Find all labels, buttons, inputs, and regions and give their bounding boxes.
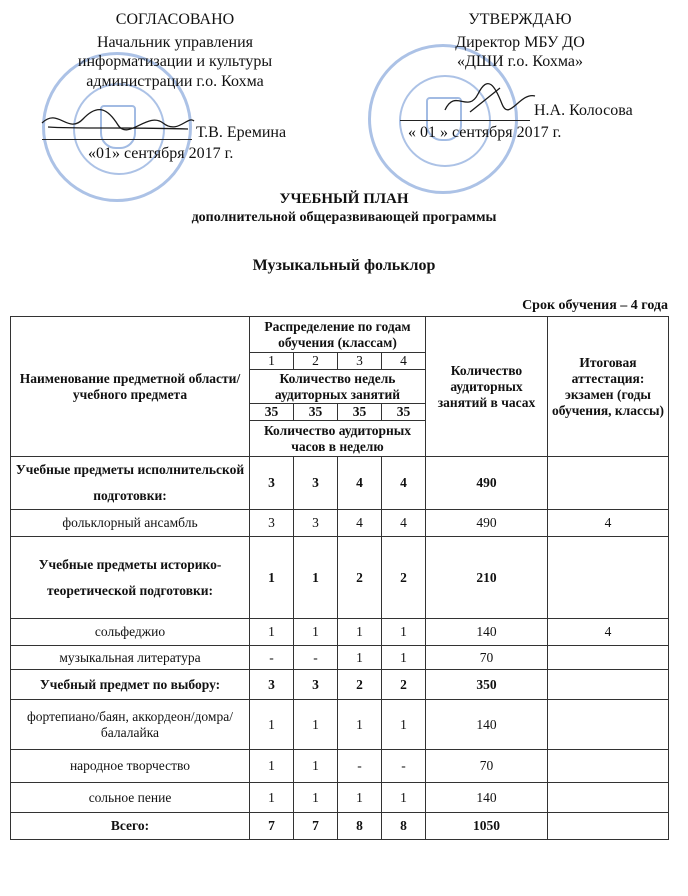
year-value-cell: 1: [294, 783, 338, 813]
year-value-cell: -: [382, 750, 426, 783]
subject-cell: народное творчество: [11, 750, 250, 783]
approval-left-line3: администрации г.о. Кохма: [86, 73, 264, 90]
header-weeks: 35: [382, 404, 426, 421]
table-row: [11, 537, 669, 619]
signature-left: [38, 105, 198, 135]
year-value-cell: 3: [294, 670, 338, 700]
header-year: 1: [250, 353, 294, 370]
header-year: 4: [382, 353, 426, 370]
attestation-cell: [548, 670, 669, 700]
header-year: 3: [338, 353, 382, 370]
subject-cell: музыкальная литература: [11, 646, 250, 670]
year-value-cell: 1: [338, 619, 382, 646]
table-row: [11, 750, 669, 783]
year-value-cell: 1: [338, 700, 382, 750]
table-row: [11, 457, 669, 510]
total-hours-cell: 140: [426, 700, 548, 750]
approval-left-line2: информатизации и культуры: [77, 53, 273, 70]
year-value-cell: 3: [294, 510, 338, 537]
document-title: УЧЕБНЫЙ ПЛАН: [279, 191, 409, 207]
year-value-cell: 2: [338, 537, 382, 619]
year-value-cell: 4: [382, 457, 426, 510]
approval-left-line1: Начальник управления: [96, 34, 254, 51]
year-value-cell: 1: [250, 619, 294, 646]
header-weeks: 35: [250, 404, 294, 421]
subject-cell: Учебные предметы исполнительской подготовки:: [11, 457, 250, 510]
header-attestation: Итоговая аттестация: экзамен (годы обучения, классы): [548, 317, 669, 457]
year-value-cell: 1: [250, 537, 294, 619]
signature-right: [440, 82, 540, 118]
year-value-cell: 1: [250, 783, 294, 813]
attestation-cell: 4: [548, 510, 669, 537]
year-value-cell: 8: [382, 813, 426, 840]
subject-cell: сольфеджио: [11, 619, 250, 646]
year-value-cell: 3: [250, 457, 294, 510]
approval-right-line1: Директор МБУ ДО: [455, 34, 585, 51]
total-hours-cell: 350: [426, 670, 548, 700]
program-name: Музыкальный фольклор: [252, 257, 436, 274]
attestation-cell: [548, 750, 669, 783]
total-hours-cell: 70: [426, 646, 548, 670]
signature-line-left: [42, 139, 192, 140]
approval-right-date: « 01 » сентября 2017 г.: [408, 124, 562, 141]
year-value-cell: 1: [382, 700, 426, 750]
approval-left-date: «01» сентября 2017 г.: [88, 145, 234, 162]
total-hours-cell: 490: [426, 510, 548, 537]
table-row: [11, 619, 669, 646]
header-total-hours: Количество аудиторных занятий в часах: [426, 317, 548, 457]
attestation-cell: 4: [548, 619, 669, 646]
table-row: [11, 700, 669, 750]
year-value-cell: 1: [294, 700, 338, 750]
year-value-cell: -: [294, 646, 338, 670]
year-value-cell: -: [338, 750, 382, 783]
approval-right-signer: Н.А. Колосова: [534, 102, 633, 119]
total-hours-cell: 490: [426, 457, 548, 510]
subject-cell: Учебные предметы историко-теоретической подготовки:: [11, 537, 250, 619]
header-year: 2: [294, 353, 338, 370]
subject-cell: сольное пение: [11, 783, 250, 813]
table-row: [11, 646, 669, 670]
year-value-cell: 7: [294, 813, 338, 840]
approval-right-line2: «ДШИ г.о. Кохма»: [457, 53, 583, 70]
signature-line-right: [400, 120, 530, 121]
year-value-cell: 1: [294, 537, 338, 619]
year-value-cell: 4: [338, 510, 382, 537]
year-value-cell: 1: [382, 783, 426, 813]
attestation-cell: [548, 813, 669, 840]
year-value-cell: 3: [250, 670, 294, 700]
year-value-cell: 3: [250, 510, 294, 537]
total-hours-cell: 140: [426, 783, 548, 813]
approval-left-title: СОГЛАСОВАНО: [115, 11, 235, 28]
table-row: [11, 783, 669, 813]
table-row: [11, 510, 669, 537]
attestation-cell: [548, 783, 669, 813]
year-value-cell: 2: [382, 670, 426, 700]
approval-right-title: УТВЕРЖДАЮ: [468, 11, 572, 28]
year-value-cell: 2: [338, 670, 382, 700]
attestation-cell: [548, 646, 669, 670]
year-value-cell: 3: [294, 457, 338, 510]
year-value-cell: 4: [382, 510, 426, 537]
year-value-cell: 1: [338, 646, 382, 670]
total-hours-cell: 1050: [426, 813, 548, 840]
header-subject: Наименование предметной области/ учебного предмета: [11, 317, 250, 457]
year-value-cell: 2: [382, 537, 426, 619]
header-hours-label: Количество аудиторных часов в неделю: [250, 421, 426, 457]
attestation-cell: [548, 537, 669, 619]
year-value-cell: 1: [294, 750, 338, 783]
subject-cell: Учебный предмет по выбору:: [11, 670, 250, 700]
attestation-cell: [548, 700, 669, 750]
year-value-cell: 1: [250, 750, 294, 783]
approval-left-signer: Т.В. Еремина: [196, 124, 287, 141]
total-hours-cell: 70: [426, 750, 548, 783]
subject-cell: фольклорный ансамбль: [11, 510, 250, 537]
header-weeks: 35: [338, 404, 382, 421]
year-value-cell: 1: [382, 619, 426, 646]
curriculum-table: [10, 316, 669, 840]
table-row: [11, 670, 669, 700]
total-hours-cell: 210: [426, 537, 548, 619]
header-distribution: Распределение по годам обучения (классам): [250, 317, 426, 353]
year-value-cell: 4: [338, 457, 382, 510]
subject-cell: Всего:: [11, 813, 250, 840]
header-weeks-label: Количество недель аудиторных занятий: [250, 370, 426, 404]
year-value-cell: 1: [338, 783, 382, 813]
year-value-cell: 7: [250, 813, 294, 840]
attestation-cell: [548, 457, 669, 510]
subject-cell: фортепиано/баян, аккордеон/домра/балалайка: [11, 700, 250, 750]
year-value-cell: 1: [382, 646, 426, 670]
year-value-cell: 1: [294, 619, 338, 646]
study-duration: Срок обучения – 4 года: [522, 298, 668, 313]
total-hours-cell: 140: [426, 619, 548, 646]
header-weeks: 35: [294, 404, 338, 421]
table-row: [11, 813, 669, 840]
year-value-cell: 1: [250, 700, 294, 750]
year-value-cell: -: [250, 646, 294, 670]
document-subtitle: дополнительной общеразвивающей программы: [191, 210, 497, 225]
year-value-cell: 8: [338, 813, 382, 840]
